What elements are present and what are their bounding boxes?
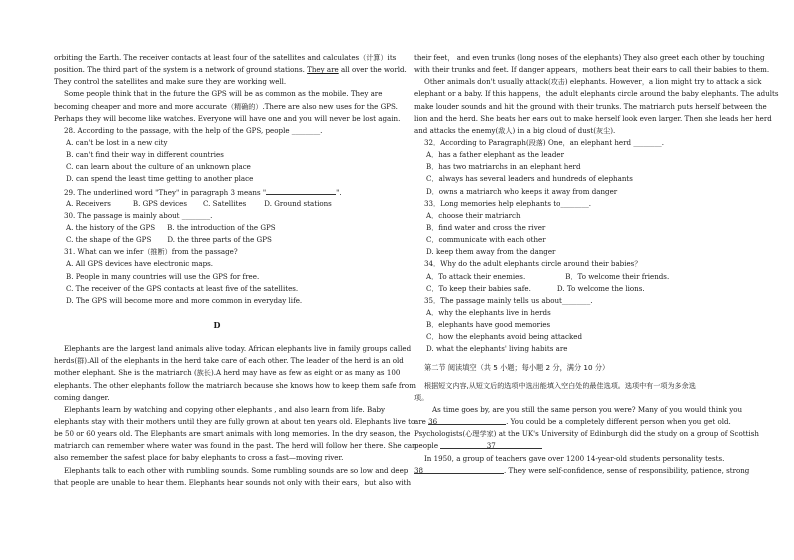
text-line: lion and the herd. She beats her ears out to make herself look even larger. Then she leads her herd — [414, 113, 772, 123]
text-line: their feet， and even trunks (long noses of the elephants) They also greet each other by touching — [414, 53, 765, 62]
options-row — [414, 271, 740, 283]
option: B. GPS devices — [132, 198, 187, 208]
options-row — [414, 283, 740, 295]
option: B. the introduction of the GPS — [167, 222, 276, 232]
options-row — [54, 222, 380, 234]
option: A．choose their matriarch — [426, 210, 521, 220]
text-line: be 50 or 60 years old. The Elephants are smart animals with long memories. In the dry season, the — [54, 429, 411, 439]
option: C. The receiver of the GPS contacts at least five of the satellites. — [66, 283, 299, 293]
text-line: coming danger. — [54, 392, 110, 402]
question-28-stem: 28. According to the passage, with the help of the GPS, people ________. — [64, 125, 323, 135]
text-line: Psychologists(心理学家) at the UK's University of Edinburgh did the study on a group of Scottish — [414, 429, 759, 439]
text-line: As time goes by, are you still the same person you were? Many of you would think you — [432, 404, 743, 414]
text-line: They control the satellites and make sure they are working well. — [54, 77, 287, 87]
option: C．always has several leaders and hundreds of elephants — [426, 174, 633, 184]
text-line: matriarch can remember where water was found in the past. The herd will follow her there. She can — [54, 441, 417, 451]
option: C. the shape of the GPS — [66, 235, 152, 245]
text-line: and attacks the enemy(敌人) in a big cloud of dust(灰尘). — [414, 125, 616, 135]
text-line: Elephants are the largest land animals alive today. African elephants live in family groups called — [64, 344, 412, 354]
instruction-line: 根据短文内容,从短文后的选项中选出能填入空白处的最佳选项。选项中有一项为多余选 — [424, 380, 696, 390]
underlined-word: They are — [307, 65, 339, 75]
option: A. All GPS devices have electronic maps. — [66, 259, 214, 269]
section-d-heading: D — [213, 319, 221, 330]
option: B．has two matriarchs in an elephant herd — [426, 162, 581, 172]
option: D．owns a matriarch who keeps it away from danger — [426, 186, 618, 196]
answer-blank-36: 36 — [428, 416, 506, 425]
option: C．communicate with each other — [426, 235, 546, 245]
text-line: herds(群).All of the elephants in the herd take care of each other. The leader of the herd is an old — [54, 356, 404, 366]
question-33-stem: 33．Long memories help elephants to________. — [424, 198, 592, 208]
option: A. Receivers — [66, 198, 111, 208]
cloze-line: 38 . They were self-confidence, sense of responsibility, patience, strong — [414, 465, 750, 475]
answer-blank-38: 38 — [414, 465, 504, 474]
text-line: elephants. The other elephants follow the matriarch because she knows how to keep them safe from — [54, 380, 416, 390]
text-line: that people are unable to hear them. Elephants hear sounds not only with their ears，but also with — [54, 477, 412, 487]
text-line: orbiting the Earth. The receiver contacts at least four of the satellites and calculates（计算）its — [54, 53, 397, 62]
text-line: mother elephant. She is the matriarch (族长).A herd may have as few as eight or as many as 100 — [54, 368, 401, 378]
text-line: Elephants talk to each other with rumbling sounds. Some rumbling sounds are so low and deep — [64, 465, 409, 475]
question-31-stem: 31. What can we infer（推断）from the passage? — [64, 247, 238, 257]
option: A．why the elephants live in herds — [426, 307, 551, 317]
question-34-stem: 34．Why do the adult elephants circle around their babies？ — [424, 259, 642, 269]
question-35-stem: 35．The passage mainly tells us about________. — [424, 295, 593, 305]
option: C．how the elephants avoid being attacked — [426, 332, 582, 342]
option: A．To attack their enemies. — [426, 271, 526, 281]
option: D. can spend the least time getting to another place — [66, 174, 254, 184]
option: C. can learn about the culture of an unknown place — [66, 162, 251, 172]
section-heading: 第二节 阅读填空（共 5 小题；每小题 2 分，满分 10 分） — [424, 362, 610, 372]
option: D. Ground stations — [264, 198, 332, 208]
option: B．To welcome their friends. — [565, 271, 670, 281]
text-line: with their trunks and feet. If danger appears，mothers beat their ears to call their babies to them. — [414, 65, 770, 75]
text-line: elephants stay with their mothers until they are fully grown at about ten years old. Elephants live to — [54, 416, 416, 426]
text-line: Other animals don't usually attack(攻击) elephants. However，a lion might try to attack a sick — [424, 77, 762, 87]
text-line: In 1950, a group of teachers gave over 1200 14-year-old students personality tests. — [424, 453, 725, 463]
question-30-stem: 30. The passage is mainly about ________. — [64, 210, 213, 220]
option: A．has a father elephant as the leader — [426, 150, 565, 160]
option: A. the history of the GPS — [66, 222, 156, 232]
text-line: elephant or a baby. If this happens，the adult elephants circle around the baby elephants. The adults — [414, 89, 779, 99]
text-line: also remember the safest place for baby elephants to cross a fast—moving river. — [54, 453, 344, 463]
left-column — [54, 52, 417, 489]
options-row — [54, 198, 380, 210]
options-row — [54, 234, 380, 246]
right-column — [414, 52, 779, 477]
option: D. what the elephants' living habits are — [426, 344, 568, 354]
question-32-stem: 32．According to Paragraph(段落) One，an elephant herd ________. — [424, 137, 664, 147]
option: D. To welcome the lions. — [556, 283, 645, 293]
option: B. People in many countries will use the GPS for free. — [66, 271, 260, 281]
option: D. keep them away from the danger — [426, 247, 556, 257]
option: B. can't find their way in different countries — [66, 150, 224, 160]
option: B．elephants have good memories — [426, 320, 551, 330]
text-line: position. The third part of the system is a network of ground stations. They are all over the world. — [54, 65, 407, 75]
cloze-line: people 37 — [414, 440, 740, 452]
answer-blank — [266, 186, 336, 195]
text-line: Elephants learn by watching and copying other elephants , and also learn from life. Baby — [64, 404, 386, 414]
option: D. The GPS will become more and more common in everyday life. — [66, 295, 303, 305]
text-line: becoming cheaper and more and more accurate（精确的）.There are also new uses for the GPS. — [54, 101, 398, 111]
cloze-line: are 36 . You could be a completely different person when you get old. — [414, 417, 731, 427]
text-line: make louder sounds and hit the ground with their trunks. The matriarch puts herself between the — [414, 101, 767, 111]
text-line: Some people think that in the future the GPS will be as common as the mobile. They are — [64, 89, 383, 99]
instruction-line: 项。 — [414, 392, 429, 402]
option: A. can't be lost in a new city — [66, 137, 168, 147]
option: B．find water and cross the river — [426, 222, 546, 232]
text-line: Perhaps they will become like watches. Everyone will have one and you will never be lost again. — [54, 113, 401, 123]
answer-blank-37: 37 — [440, 440, 542, 449]
option: C. Satellites — [202, 198, 247, 208]
option: C．To keep their babies safe. — [426, 283, 531, 293]
question-29-stem: 29. The underlined word "They" in paragraph 3 means " ". — [64, 187, 342, 197]
option: D. the three parts of the GPS — [167, 235, 272, 245]
